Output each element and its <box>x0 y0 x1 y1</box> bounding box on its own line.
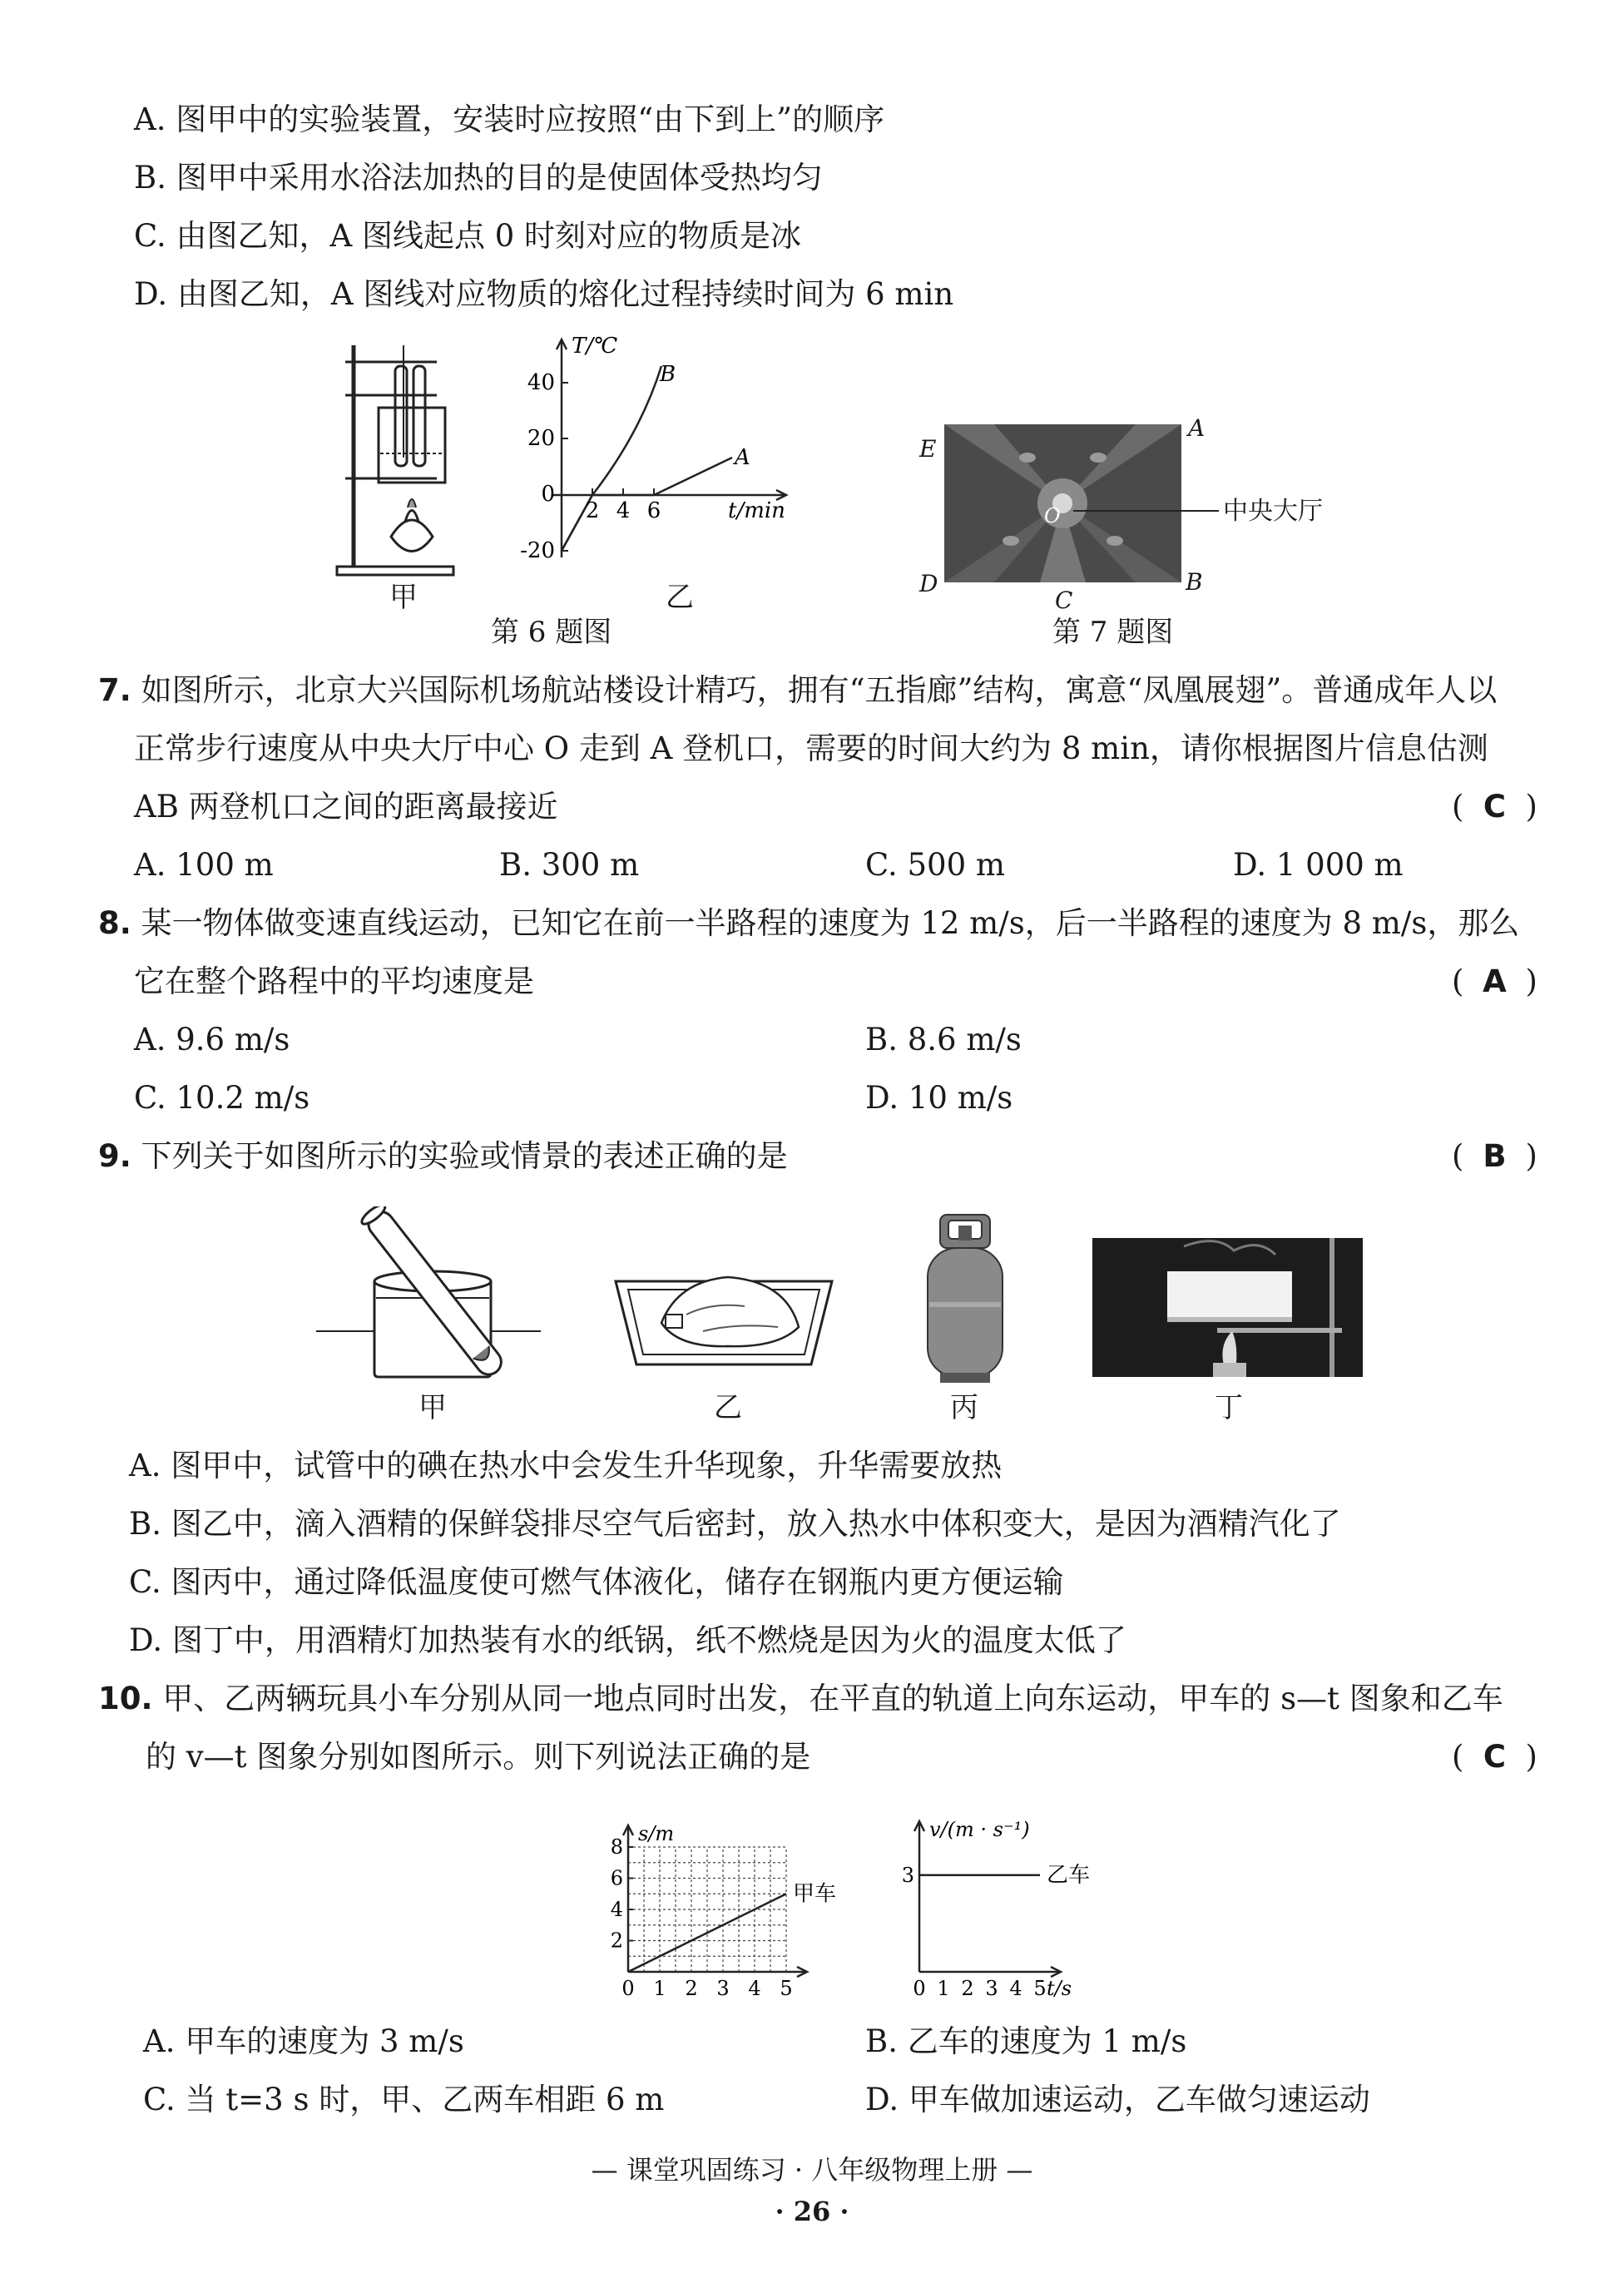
q10-option-d: D. 甲车做加速运动，乙车做匀速运动 <box>865 2082 1370 2117</box>
x-tick-label: 1 <box>937 1977 950 2000</box>
q7-stem-line-1: 7. 如图所示，北京大兴国际机场航站楼设计精巧，拥有“五指廊”结构，寓意“凤凰展翅”。普通成年人以 <box>98 672 1498 708</box>
q8-option-c: C. 10.2 m/s <box>134 1080 310 1116</box>
y-tick-label: 8 <box>610 1835 623 1859</box>
x-tick-label: 0 <box>913 1977 926 2000</box>
q6-option-b: B. 图甲中采用水浴法加热的目的是使固体受热均匀 <box>134 160 823 196</box>
y-tick-40: 40 <box>527 370 555 395</box>
q8-option-a: A. 9.6 m/s <box>134 1022 290 1057</box>
photo-label-b: B <box>1186 568 1203 596</box>
q8-number: 8. <box>98 905 131 941</box>
q9-fig-ding-paper-pot-photo <box>1092 1238 1363 1377</box>
q9-number: 9. <box>98 1138 131 1174</box>
x-tick-label: 3 <box>985 1977 998 2000</box>
q6-temperature-graph <box>495 333 795 566</box>
y-tick-label: 3 <box>901 1863 914 1887</box>
q9-fig-jia-beaker <box>316 1206 549 1381</box>
q7-caption: 第 7 题图 <box>1052 616 1174 649</box>
q9-fig-label-bing: 丙 <box>950 1391 978 1424</box>
x-tick-label: 3 <box>716 1977 730 2000</box>
q10-chart-v-t <box>894 1797 1111 2005</box>
series-label: 乙车 <box>1047 1862 1091 1888</box>
y-tick-0: 0 <box>541 482 555 507</box>
q7-number: 7. <box>98 672 131 708</box>
footer-book-title: — 课堂巩固练习 · 八年级物理上册 — <box>591 2154 1033 2186</box>
graph-xlabel: t/min <box>728 498 785 523</box>
x-axis-label: t/s <box>1047 1977 1072 2000</box>
q10-number: 10. <box>98 1681 153 1716</box>
q6-option-a: A. 图甲中的实验装置，安装时应按照“由下到上”的顺序 <box>134 102 885 137</box>
q10-chart-s-t <box>591 1797 857 2005</box>
q9-fig-bing-gas-cylinder <box>919 1211 1011 1385</box>
q7-option-d: D. 1 000 m <box>1233 847 1404 883</box>
footer-page-number: · 26 · <box>775 2196 849 2227</box>
q9-fig-label-ding: 丁 <box>1215 1391 1243 1424</box>
q7-option-b: B. 300 m <box>499 847 640 883</box>
photo-label-c: C <box>1055 587 1073 614</box>
q9-fig-label-yi: 乙 <box>714 1391 742 1424</box>
x-tick-4: 4 <box>616 498 631 523</box>
x-tick-label: 2 <box>961 1977 974 2000</box>
q7-option-a: A. 100 m <box>134 847 274 883</box>
q9-option-d: D. 图丁中，用酒精灯加热装有水的纸锅，纸不燃烧是因为火的温度太低了 <box>129 1622 1126 1658</box>
y-axis-label: s/m <box>638 1822 675 1845</box>
curve-a-label: A <box>735 445 750 470</box>
x-tick-2: 2 <box>585 498 600 523</box>
q9-option-b: B. 图乙中，滴入酒精的保鲜袋排尽空气后密封，放入热水中体积变大，是因为酒精汽化了 <box>129 1506 1341 1542</box>
q8-option-d: D. 10 m/s <box>865 1080 1013 1116</box>
y-axis-label: v/(m · s⁻¹) <box>929 1818 1030 1841</box>
photo-label-o: O <box>1044 504 1061 527</box>
q10-option-a: A. 甲车的速度为 3 m/s <box>143 2023 464 2059</box>
q9-stem: 9. 下列关于如图所示的实验或情景的表述正确的是 <box>98 1138 788 1174</box>
q7-stem-line-2: 正常步行速度从中央大厅中心 O 走到 A 登机口，需要的时间大约为 8 min，请你根据图片信息估测 <box>134 730 1488 766</box>
q7-stem-line-3: AB 两登机口之间的距离最接近 <box>134 789 558 825</box>
q7-answer: ( C ) <box>1452 789 1537 825</box>
q6-option-c: C. 由图乙知，A 图线起点 0 时刻对应的物质是冰 <box>134 218 802 254</box>
q10-option-c: C. 当 t=3 s 时，甲、乙两车相距 6 m <box>143 2082 665 2117</box>
curve-b-label: B <box>660 362 676 387</box>
q9-fig-yi-bag-tray <box>611 1256 836 1369</box>
x-tick-label: 0 <box>621 1977 635 2000</box>
q6-fig-label-yi: 乙 <box>666 581 694 614</box>
q9-fig-label-jia: 甲 <box>418 1391 447 1424</box>
q6-caption: 第 6 题图 <box>491 616 612 649</box>
graph-ylabel: T/℃ <box>572 334 618 359</box>
hall-leader-line <box>1073 510 1219 512</box>
airport-photo <box>944 424 1181 582</box>
q7-option-c: C. 500 m <box>865 847 1005 883</box>
photo-label-hall: 中央大厅 <box>1223 497 1323 526</box>
q9-option-c: C. 图丙中，通过降低温度使可燃气体液化，储存在钢瓶内更方便运输 <box>129 1564 1064 1600</box>
photo-label-e: E <box>919 435 937 463</box>
x-tick-label: 5 <box>1033 1977 1047 2000</box>
y-tick-label: 6 <box>610 1866 623 1890</box>
photo-label-a: A <box>1188 414 1206 442</box>
x-tick-label: 5 <box>780 1977 793 2000</box>
y-tick-label: 2 <box>610 1929 623 1953</box>
y-tick-minus20: -20 <box>520 538 555 563</box>
q10-option-b: B. 乙车的速度为 1 m/s <box>865 2023 1187 2059</box>
q8-stem-line-2: 它在整个路程中的平均速度是 <box>134 963 534 999</box>
x-tick-label: 2 <box>685 1977 698 2000</box>
x-tick-label: 4 <box>1009 1977 1022 2000</box>
q8-option-b: B. 8.6 m/s <box>865 1022 1022 1057</box>
y-tick-20: 20 <box>527 426 555 451</box>
q6-fig-label-jia: 甲 <box>389 581 418 614</box>
series-label: 甲车 <box>793 1881 837 1907</box>
q10-stem-line-2: 的 v—t 图象分别如图所示。则下列说法正确的是 <box>146 1739 811 1775</box>
q9-answer: ( B ) <box>1452 1138 1537 1174</box>
x-tick-label: 1 <box>653 1977 666 2000</box>
y-tick-label: 4 <box>610 1898 623 1921</box>
x-tick-6: 6 <box>646 498 661 523</box>
photo-label-d: D <box>919 570 938 597</box>
q10-answer: ( C ) <box>1452 1739 1537 1775</box>
x-tick-label: 4 <box>748 1977 761 2000</box>
q9-option-a: A. 图甲中，试管中的碘在热水中会发生升华现象，升华需要放热 <box>129 1448 1003 1483</box>
q10-stem-line-1: 10. 甲、乙两辆玩具小车分别从同一地点同时出发，在平直的轨道上向东运动，甲车的 s—t 图象和乙车 <box>98 1681 1503 1716</box>
q8-answer: ( A ) <box>1452 963 1537 999</box>
q8-stem-line-1: 8. 某一物体做变速直线运动，已知它在前一半路程的速度为 12 m/s，后一半路程的速度为 8 m/s，那么 <box>98 905 1520 941</box>
q6-apparatus-figure <box>329 337 462 578</box>
q6-option-d: D. 由图乙知，A 图线对应物质的熔化过程持续时间为 6 min <box>134 276 954 312</box>
